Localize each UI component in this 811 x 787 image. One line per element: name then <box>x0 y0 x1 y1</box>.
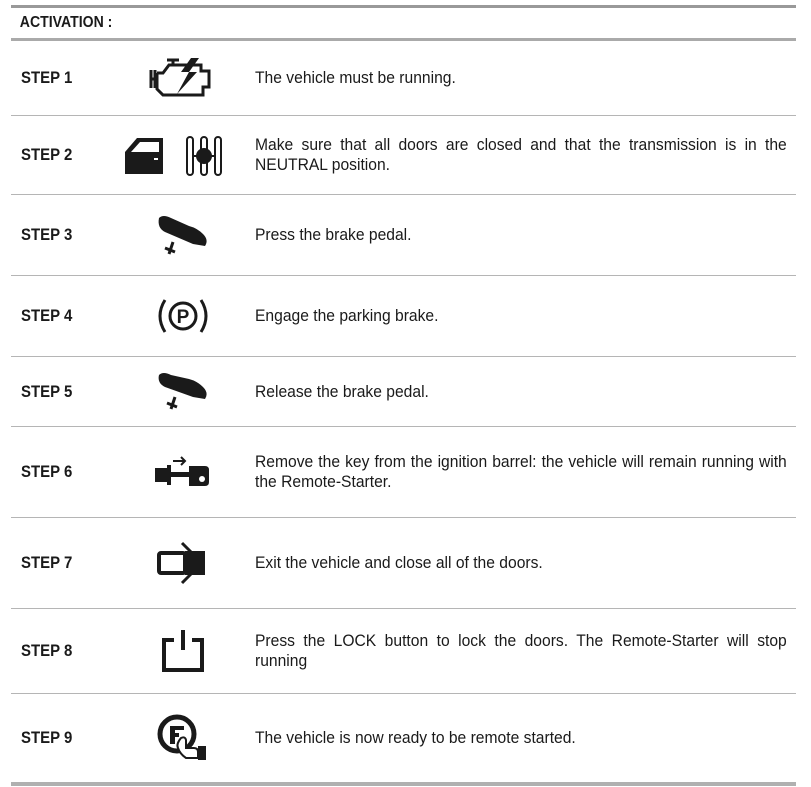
step-text: Press the brake pedal. <box>255 225 412 244</box>
brake-pedal-release-icon <box>123 371 243 413</box>
step-row-4 <box>11 276 796 357</box>
section-title: ACTIVATION : <box>19 14 113 31</box>
brake-pedal-press-icon <box>123 214 243 256</box>
remote-start-button-icon <box>123 712 243 764</box>
step-text: Exit the vehicle and close all of the doors. <box>255 553 543 572</box>
parking-brake-icon <box>123 296 243 336</box>
step-label: STEP 1 <box>21 68 73 87</box>
step-row-5 <box>11 357 796 427</box>
exit-vehicle-icon <box>123 541 243 585</box>
step-label: STEP 7 <box>21 553 73 572</box>
step-label: STEP 9 <box>21 728 73 747</box>
step-text: Press the LOCK button to lock the doors. The Remote-Starter will stop running <box>255 631 787 670</box>
step-text: Engage the parking brake. <box>255 306 439 325</box>
step-text: The vehicle must be running. <box>255 68 456 87</box>
key-removal-icon <box>123 455 243 489</box>
step-row-6 <box>11 427 796 518</box>
step-label: STEP 8 <box>21 641 73 660</box>
step-row-8 <box>11 609 796 694</box>
svg-text:P: P <box>176 307 190 328</box>
step-text: Make sure that all doors are closed and that the transmission is in the NEUTRAL position. <box>255 135 787 174</box>
step-label: STEP 5 <box>21 381 73 401</box>
engine-check-icon <box>123 56 243 100</box>
step-label: STEP 6 <box>21 462 73 481</box>
step-label: STEP 4 <box>21 306 73 325</box>
step-row-2 <box>11 116 796 195</box>
step-row-1 <box>11 41 796 116</box>
step-text: Release the brake pedal. <box>255 381 429 401</box>
step-label: STEP 2 <box>21 145 73 164</box>
step-text: Remove the key from the ignition barrel: the vehicle will remain running with the Remote-Starter. <box>255 452 787 491</box>
door-and-gear-shifter-icon <box>121 134 231 176</box>
step-text: The vehicle is now ready to be remote started. <box>255 728 576 747</box>
activation-table <box>11 5 796 786</box>
step-row-7 <box>11 518 796 609</box>
step-row-3 <box>11 195 796 276</box>
lock-power-button-icon <box>123 628 243 674</box>
step-label: STEP 3 <box>21 225 73 244</box>
step-row-9 <box>11 694 796 786</box>
